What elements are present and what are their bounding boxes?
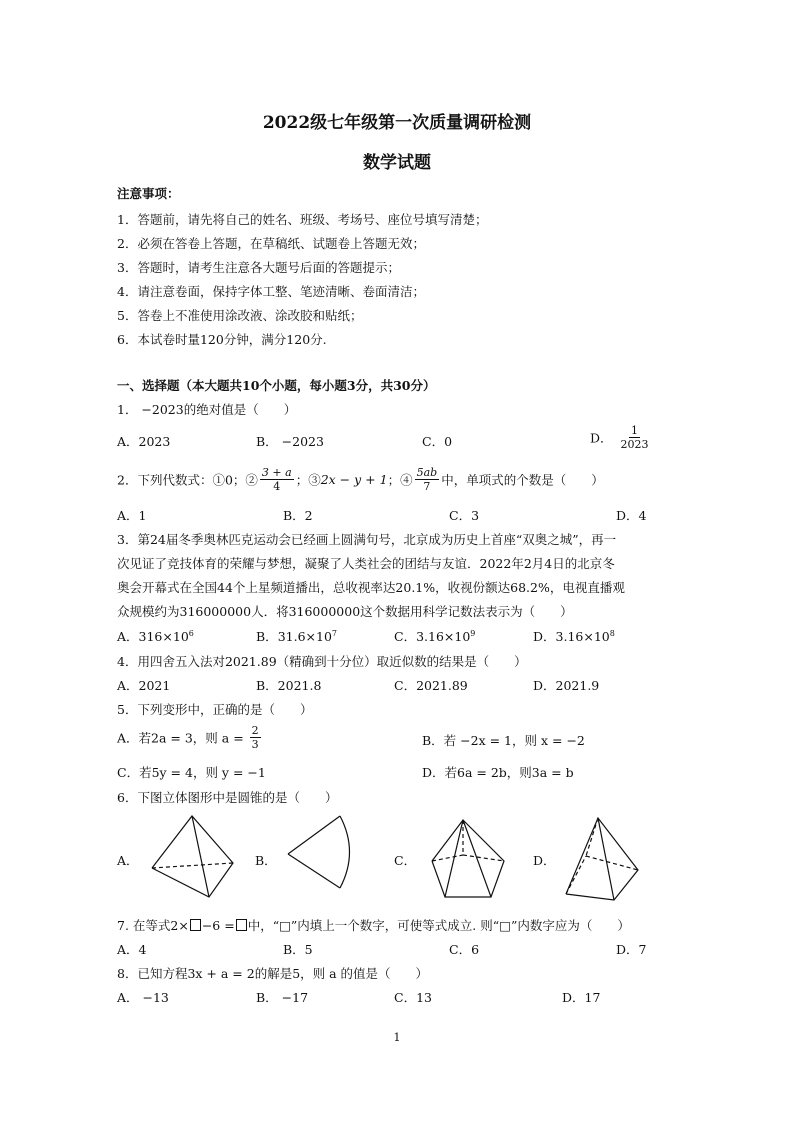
q6-option-c: C．	[394, 853, 417, 868]
q3-option-c	[394, 627, 475, 645]
option-label: C．	[394, 629, 417, 644]
q8-option-d: D．17	[562, 990, 601, 1005]
fraction-denominator: 2023	[620, 438, 649, 451]
q1-option-c: C．0	[422, 434, 453, 449]
fraction-numerator: 5ab	[416, 466, 438, 479]
q4-option-c: C．2021.89	[394, 678, 468, 693]
question-3-line: 众规模约为316000000人．将316000000这个数据用科学记数法表示为（ ）	[117, 604, 573, 619]
q2-option-d: D．4	[616, 508, 647, 523]
q6-option-b: B．	[255, 853, 277, 868]
figure-d-pyramid	[563, 812, 643, 907]
exam-subtitle: 数学试题	[363, 153, 431, 173]
blank-square	[236, 919, 247, 931]
fraction-numerator: 1	[631, 424, 639, 437]
q2-stem-part: 中，单项式的个数是（ ）	[441, 472, 604, 488]
q5-option-a	[117, 724, 263, 751]
q3-option-d	[533, 627, 615, 645]
option-exponent: 8	[609, 628, 615, 638]
notes-item: 6．本试卷时量120分钟，满分120分.	[117, 332, 327, 347]
question-7-stem	[117, 916, 630, 934]
q3-option-a	[117, 627, 194, 645]
q8-option-a: A． −13	[117, 990, 169, 1005]
question-3-line: 3．第24届冬季奥林匹克运动会已经画上圆满句号，北京成为历史上首座“双奥之城”，再一	[117, 532, 617, 547]
question-5-stem: 5．下列变形中，正确的是（ ）	[117, 702, 313, 717]
question-4-stem: 4．用四舍五入法对2021.89（精确到十分位）取近似数的结果是（ ）	[117, 654, 527, 669]
figure-c-pyramid	[425, 817, 515, 901]
option-value: 316×10	[138, 629, 189, 644]
q1-option-a: A．2023	[117, 434, 171, 449]
notes-item: 2．必须在答卷上答题，在草稿纸、试题卷上答题无效；	[117, 236, 425, 251]
q2-stem-part: ；④	[387, 472, 413, 488]
q8-option-b: B． −17	[256, 990, 309, 1005]
option-value: 3.16×10	[416, 629, 471, 644]
q7-stem-part: −6 =	[201, 918, 235, 933]
q4-option-b: B．2021.8	[256, 678, 322, 693]
q1-option-d-label: D．	[590, 430, 613, 446]
q4-option-a: A．2021	[117, 678, 171, 693]
figure-b-cone	[283, 812, 363, 892]
q3-option-b	[256, 627, 337, 645]
q2-stem-part: ；③	[295, 472, 321, 488]
q6-option-d: D．	[533, 853, 556, 868]
section-heading: 一、选择题（本大题共10个小题，每小题3分，共30分）	[117, 378, 436, 393]
q7-stem-part: 中，“□”内填上一个数字，可使等式成立. 则“□”内数字应为（ ）	[247, 918, 630, 933]
option-label: A．	[117, 629, 139, 644]
option-exponent: 7	[331, 628, 337, 638]
q2-fraction-4	[415, 466, 440, 493]
option-exponent: 6	[188, 628, 194, 638]
blank-square	[190, 919, 201, 931]
option-text: A．若2a = 3，则 a =	[117, 730, 244, 746]
q2-fraction-2	[260, 466, 294, 493]
option-exponent: 9	[470, 628, 476, 638]
q8-option-c: C．13	[394, 990, 432, 1005]
q7-stem-part: 7. 在等式2×	[117, 918, 189, 933]
q5-option-c: C．若5y = 4，则 y = −1	[117, 765, 266, 780]
notes-item: 4．请注意卷面，保持字体工整、笔迹清晰、卷面清洁；	[117, 284, 425, 299]
notes-item: 3．答题时，请考生注意各大题号后面的答题提示；	[117, 260, 400, 275]
notes-heading: 注意事项：	[117, 186, 180, 201]
q7-option-b: B．5	[283, 942, 313, 957]
q4-option-d: D．2021.9	[533, 678, 600, 693]
fraction-denominator: 7	[423, 480, 431, 493]
q2-stem-part: 2．下列代数式：①0；②	[117, 472, 258, 488]
q2-option-b: B．2	[283, 508, 313, 523]
question-3-line: 次见证了竞技体育的荣耀与梦想，凝聚了人类社会的团结与友谊．2022年2月4日的北京冬	[117, 556, 615, 571]
fraction-denominator: 3	[251, 738, 259, 751]
q5-option-b: B．若 −2x = 1，则 x = −2	[422, 733, 585, 748]
q7-option-c: C．6	[449, 942, 480, 957]
fraction-denominator: 4	[273, 480, 281, 493]
option-label: B．	[256, 629, 278, 644]
option-label: D．	[533, 629, 556, 644]
q5-option-d: D．若6a = 2b，则3a = b	[422, 765, 574, 780]
question-8-stem: 8．已知方程3x + a = 2的解是5，则 a 的值是（ ）	[117, 966, 429, 981]
option-value: 3.16×10	[555, 629, 610, 644]
notes-item: 5．答卷上不准使用涂改液、涂改胶和贴纸；	[117, 308, 363, 323]
q2-option-c: C．3	[449, 508, 480, 523]
question-1-stem: 1． −2023的绝对值是（ ）	[117, 402, 297, 417]
q5-option-a-fraction	[250, 724, 261, 751]
fraction-numerator: 2	[251, 724, 259, 737]
question-2-stem	[117, 466, 604, 493]
question-6-stem: 6．下图立体图形中是圆锥的是（ ）	[117, 790, 338, 805]
q6-option-a: A．	[117, 853, 139, 868]
fraction-numerator: 3 + a	[261, 466, 292, 479]
option-value: 31.6×10	[277, 629, 332, 644]
exam-title: 2022级七年级第一次质量调研检测	[262, 113, 532, 133]
q2-option-a: A．1	[117, 508, 147, 523]
q1-option-d-fraction	[619, 424, 651, 451]
q2-expression-3: 2x − y + 1	[320, 472, 388, 487]
q7-option-a: A．4	[117, 942, 147, 957]
q1-option-b: B． −2023	[256, 434, 324, 449]
page-number: 1	[393, 1031, 401, 1044]
notes-item: 1．答题前，请先将自己的姓名、班级、考场号、座位号填写清楚；	[117, 212, 488, 227]
q7-option-d: D．7	[616, 942, 647, 957]
q1-option-d	[590, 424, 653, 451]
figure-a-pyramid	[145, 812, 245, 902]
question-3-line: 奥会开幕式在全国44个上星频道播出，总收视率达20.1%，收视份额达68.2%，电视直播观	[117, 580, 625, 595]
